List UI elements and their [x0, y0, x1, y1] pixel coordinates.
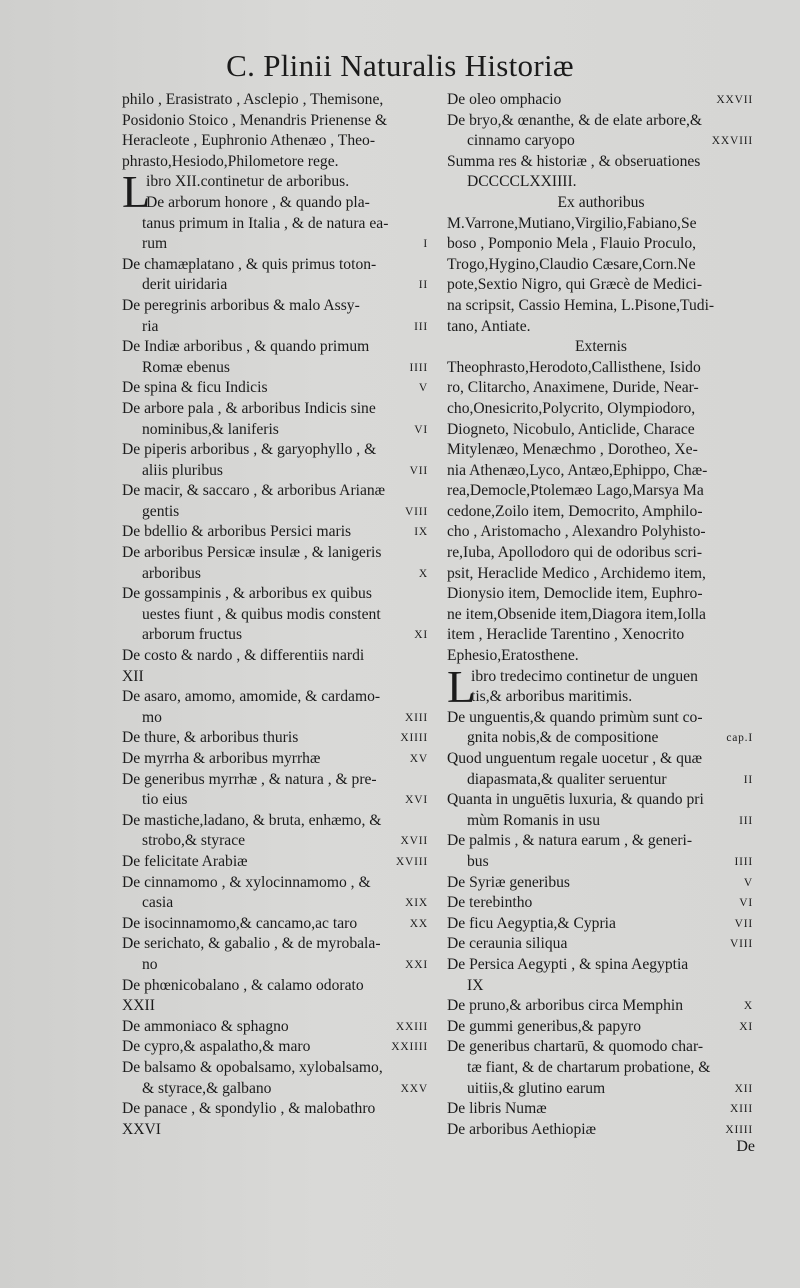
chapter-number: XXIII [395, 1020, 428, 1033]
chapter-list [122, 214, 430, 1141]
toc-line [122, 687, 430, 708]
entry-text: M.Varrone,Mutiano,Virgilio,Fabiano,Se [447, 214, 697, 232]
toc-line [122, 934, 430, 955]
toc-line [122, 378, 430, 399]
entry-text: ne item,Obsenide item,Diagora item,Iolla [447, 605, 706, 623]
toc-line [447, 543, 755, 564]
toc-line [447, 522, 755, 543]
entry-text: Ephesio,Eratosthene. [447, 647, 579, 665]
entry-text: Romæ ebenus [142, 358, 230, 376]
entry-text: De thure, & arboribus thuris [122, 729, 299, 747]
entry-text: bus [467, 852, 489, 870]
toc-line [447, 172, 755, 193]
toc-line [447, 131, 755, 152]
toc-line [447, 1037, 755, 1058]
chapter-number: XX [409, 917, 428, 930]
chapter-number: X [743, 1000, 753, 1013]
entry-text: De Syriæ generibus [447, 873, 570, 891]
chapter-list [447, 708, 755, 1140]
entry-text: tæ fiant, & de chartarum probatione, & [467, 1058, 711, 1076]
entry-text: cho,Onesicrito,Polycrito, Olympiodoro, [447, 399, 696, 417]
entry-text: uestes fiunt , & quibus modis constent [142, 605, 381, 623]
entry-text: boso , Pomponio Mela , Flauio Proculo, [447, 235, 697, 253]
entry-text: De ceraunia siliqua [447, 935, 568, 953]
toc-line [122, 996, 430, 1017]
entry-text: rea,Democle,Ptolemæo Lago,Marsya Ma [447, 482, 704, 500]
chapter-number: XIII [405, 711, 428, 724]
entry-text: DCCCCLXXIIII. [467, 173, 577, 191]
toc-line [122, 1079, 430, 1100]
catchword: De [736, 1138, 755, 1155]
toc-line [122, 214, 430, 235]
toc-line [447, 358, 755, 379]
entry-text: De felicitate Arabiæ [122, 852, 248, 870]
toc-line [447, 440, 755, 461]
entry-text: De myrrha & arboribus myrrhæ [122, 750, 321, 767]
left-column [122, 90, 430, 1140]
entry-text: De peregrinis arboribus & malo Assy- [122, 296, 360, 314]
toc-line [122, 275, 430, 296]
toc-line [122, 605, 430, 626]
toc-line [122, 873, 430, 894]
entry-text: De phœnicobalano , & calamo odorato [122, 976, 364, 994]
toc-line [447, 976, 755, 997]
chapter-number: XI [739, 1020, 753, 1033]
toc-line [122, 1017, 430, 1038]
toc-line [447, 770, 755, 791]
entry-text: Trogo,Hygino,Claudio Cæsare,Corn.Ne [447, 255, 696, 273]
entry-text: De gummi generibus,& papyro [447, 1017, 642, 1035]
toc-line [447, 481, 755, 502]
chapter-number: XXI [405, 958, 428, 971]
toc-line [122, 502, 430, 523]
chapter-number: V [743, 876, 753, 889]
toc-line [447, 893, 755, 914]
toc-line [447, 646, 755, 667]
toc-line [122, 1058, 430, 1079]
toc-line [447, 996, 755, 1017]
toc-line [122, 399, 430, 420]
toc-line [447, 584, 755, 605]
text-line: philo , Erasistrato , Asclepio , Themisone, [122, 91, 384, 108]
entry-text: tanus primum in Italia , & de natura ea- [142, 214, 389, 232]
entry-text: De arboribus Aethiopiæ [447, 1120, 596, 1138]
chapter-number: VIII [405, 505, 428, 518]
toc-line [447, 317, 755, 338]
entry-text: De libris Numæ [447, 1100, 547, 1118]
chapter-number: VII [734, 917, 753, 930]
toc-line [122, 749, 430, 770]
toc-line [122, 358, 430, 379]
toc-line [447, 111, 755, 132]
entry-text: no [142, 955, 158, 973]
chapter-number: XIIII [725, 1123, 753, 1136]
chapter-number: XVI [405, 794, 428, 807]
toc-line [447, 275, 755, 296]
toc-line [122, 1037, 430, 1058]
toc-line [122, 667, 430, 688]
entry-text: re,Iuba, Apollodoro qui de odoribus scri- [447, 544, 703, 562]
entry-text: ro, Clitarcho, Anaximene, Duride, Near- [447, 379, 699, 397]
toc-line [447, 90, 755, 111]
chapter-number: XXV [400, 1082, 428, 1095]
entry-text: IX [467, 976, 484, 994]
toc-line [122, 852, 430, 873]
toc-line [122, 543, 430, 564]
entry-text: De asaro, amomo, amomide, & cardamo- [122, 688, 381, 706]
entry-text: cho , Aristomacho , Alexandro Polyhisto- [447, 523, 706, 541]
entry-text: De serichato, & gabalio , & de myrobala- [122, 935, 381, 953]
entry-text: De bryo,& œnanthe, & de elate arbore,& [447, 111, 703, 129]
chapter-number: XXVIII [711, 135, 753, 148]
book-twelve-intro [122, 166, 430, 218]
toc-line [447, 728, 755, 749]
entry-text: De Indiæ arboribus , & quando primum [122, 338, 370, 356]
chapter-number: X [418, 567, 428, 580]
opening-lines [122, 90, 430, 172]
chapter-number: XXVII [716, 94, 753, 106]
toc-line [122, 584, 430, 605]
chapter-number: XXIIII [391, 1041, 428, 1054]
entry-text: Summa res & historiæ , & obseruationes [447, 152, 701, 170]
entry-text: ria [142, 317, 159, 335]
chapter-number: IIII [734, 855, 753, 868]
toc-line [122, 255, 430, 276]
toc-line [447, 811, 755, 832]
chapter-number: IX [414, 526, 428, 539]
chapter-number: XIIII [400, 732, 428, 745]
chapter-number: III [739, 814, 753, 827]
entry-text: Externis [575, 338, 627, 356]
entry-text: De cinnamomo , & xylocinnamomo , & [122, 873, 371, 891]
chapter-number: VII [409, 464, 428, 477]
toc-line [447, 934, 755, 955]
entry-text: XII [122, 667, 144, 685]
toc-line [447, 625, 755, 646]
toc-line [122, 1120, 430, 1141]
toc-line [122, 831, 430, 852]
chapter-number: XV [409, 753, 428, 765]
book-thirteen-intro [447, 660, 755, 712]
text-line: Posidonio Stoico , Menandris Prienense & [122, 111, 388, 129]
entry-text: XXVI [122, 1120, 161, 1138]
entry-text: Quanta in unguētis luxuria, & quando pri [447, 791, 704, 809]
chapter-number: VI [414, 423, 428, 436]
text-line: Heracleote , Euphronio Athenæo , Theo- [122, 132, 376, 150]
toc-line [122, 708, 430, 729]
entry-text: De terebintho [447, 894, 533, 912]
entry-text: Ex authoribus [557, 193, 645, 211]
entry-text: De gossampinis , & arboribus ex quibus [122, 585, 372, 603]
toc-line [447, 234, 755, 255]
toc-line [122, 564, 430, 585]
entry-text: arborum fructus [142, 626, 243, 644]
entry-text: De ficu Aegyptia,& Cypria [447, 914, 616, 932]
entry-text: & styrace,& galbano [142, 1079, 272, 1097]
chapter-number: III [414, 320, 428, 333]
entry-text: arboribus [142, 564, 201, 582]
toc-line [122, 461, 430, 482]
chapter-number: I [423, 238, 428, 251]
text-line: phrasto,Hesiodo,Philometore rege. [122, 152, 339, 170]
toc-line [447, 708, 755, 729]
toc-line [447, 461, 755, 482]
entry-text: nominibus,& laniferis [142, 420, 279, 438]
intro-line: ibro tredecimo continetur de unguen [471, 667, 698, 685]
entry-text: XXII [122, 997, 155, 1015]
entry-text: De mastiche,ladano, & bruta, enhæmo, & [122, 811, 382, 829]
entry-text: De oleo omphacio [447, 91, 562, 108]
entry-text: De Persica Aegypti , & spina Aegyptia [447, 955, 689, 973]
entry-text: De generibus myrrhæ , & natura , & pre- [122, 770, 377, 788]
intro-line: tis,& arboribus maritimis. [471, 688, 633, 706]
entry-text: tio eius [142, 791, 188, 809]
entry-text: pote,Sextio Nigro, qui Græcè de Medici- [447, 276, 703, 294]
entry-text: De piperis arboribus , & garyophyllo , & [122, 441, 377, 459]
entry-text: De costo & nardo , & differentiis nardi [122, 647, 365, 665]
entry-text: De bdellio & arboribus Persici maris [122, 523, 352, 541]
entry-text: rum [142, 235, 168, 253]
entry-text: uitiis,& glutino earum [467, 1079, 606, 1097]
toc-line [122, 234, 430, 255]
chapter-number: cap.I [726, 732, 753, 745]
entry-text: Mitylenæo, Menæchmo , Dorotheo, Xe- [447, 441, 698, 459]
entry-text: De cypro,& aspalatho,& maro [122, 1038, 311, 1056]
entry-text: De palmis , & natura earum , & generi- [447, 832, 693, 850]
toc-line [122, 646, 430, 667]
entry-text: casia [142, 894, 174, 912]
toc-line [447, 502, 755, 523]
toc-line [122, 955, 430, 976]
chapter-number: XVIII [395, 855, 428, 868]
entry-text: De isocinnamomo,& cancamo,ac taro [122, 914, 358, 932]
entry-text: mo [142, 708, 162, 726]
intro-line: ibro XII.continetur de arboribus. [146, 173, 350, 191]
entry-text: De generibus chartarū, & quomodo char- [447, 1038, 704, 1056]
toc-line [447, 378, 755, 399]
entry-text: nia Athenæo,Lyco, Antæo,Ephippo, Chæ- [447, 461, 708, 479]
page-header: C. Plinii Naturalis Historiæ [226, 48, 574, 83]
chapter-number: II [418, 279, 428, 292]
authors-list [447, 90, 755, 667]
entry-text: Dionysio item, Democlide item, Euphro- [447, 585, 703, 603]
entry-text: De unguentis,& quando primùm sunt co- [447, 708, 703, 726]
chapter-number: VI [739, 897, 753, 910]
toc-line [447, 831, 755, 852]
chapter-number: II [743, 773, 753, 786]
toc-line [122, 728, 430, 749]
drop-cap: L [122, 166, 151, 218]
chapter-number: IIII [409, 361, 428, 374]
drop-cap: L [447, 660, 476, 712]
section-heading [447, 337, 755, 358]
chapter-number: XI [414, 629, 428, 642]
toc-line [122, 337, 430, 358]
toc-line [447, 255, 755, 276]
toc-line [447, 955, 755, 976]
entry-text: De arboribus Persicæ insulæ , & lanigeris [122, 544, 382, 562]
toc-line [447, 1120, 755, 1141]
toc-line [447, 399, 755, 420]
toc-line [447, 852, 755, 873]
toc-line [122, 976, 430, 997]
toc-line [122, 811, 430, 832]
entry-text: De macir, & saccaro , & arboribus Arianæ [122, 482, 386, 500]
entry-text: De chamæplatano , & quis primus toton- [122, 255, 377, 273]
toc-line [447, 790, 755, 811]
toc-line [122, 481, 430, 502]
toc-line [447, 749, 755, 770]
entry-text: Theophrasto,Herodoto,Callisthene, Isido [447, 358, 701, 376]
toc-line [447, 1058, 755, 1079]
entry-text: aliis pluribus [142, 461, 223, 479]
chapter-number: XVII [400, 835, 428, 848]
entry-text: Diogneto, Nicobulo, Anticlide, Charace [447, 420, 695, 438]
toc-line [447, 1017, 755, 1038]
entry-text: na scripsit, Cassio Hemina, L.Pisone,Tudi- [447, 296, 715, 314]
entry-text: item , Heraclide Tarentino , Xenocrito [447, 626, 685, 644]
entry-text: psit, Heraclide Medico , Archidemo item, [447, 564, 706, 582]
entry-text: De arbore pala , & arboribus Indicis sine [122, 399, 376, 417]
toc-line [447, 152, 755, 173]
chapter-number: XIII [730, 1103, 753, 1116]
toc-line [122, 522, 430, 543]
toc-line [447, 914, 755, 935]
toc-line [122, 914, 430, 935]
toc-line [122, 296, 430, 317]
chapter-number: VIII [730, 938, 753, 951]
chapter-number: XIX [405, 897, 428, 910]
toc-line [447, 420, 755, 441]
chapter-number: XII [734, 1082, 753, 1095]
chapter-number: V [418, 382, 428, 395]
entry-text: De panace , & spondylio , & malobathro [122, 1100, 376, 1118]
entry-text: diapasmata,& qualiter seruentur [467, 770, 667, 788]
toc-line [122, 790, 430, 811]
entry-text: De balsamo & opobalsamo, xylobalsamo, [122, 1058, 383, 1076]
toc-line [447, 873, 755, 894]
section-heading [447, 193, 755, 214]
toc-line [447, 296, 755, 317]
entry-text: De pruno,& arboribus circa Memphin [447, 997, 684, 1015]
toc-line [122, 625, 430, 646]
toc-line [122, 420, 430, 441]
right-column [447, 90, 755, 1140]
entry-text: tano, Antiate. [447, 317, 531, 335]
intro-line: De arborum honore , & quando pla- [146, 193, 370, 211]
toc-line [122, 317, 430, 338]
toc-line [122, 1099, 430, 1120]
toc-line [122, 770, 430, 791]
entry-text: mùm Romanis in usu [467, 811, 600, 829]
toc-line [447, 1099, 755, 1120]
toc-line [447, 605, 755, 626]
toc-line [447, 1079, 755, 1100]
entry-text: strobo,& styrace [142, 832, 246, 850]
toc-line [447, 564, 755, 585]
entry-text: gnita nobis,& de compositione [467, 729, 659, 747]
entry-text: cedone,Zoilo item, Democrito, Amphilo- [447, 502, 703, 520]
entry-text: gentis [142, 502, 180, 520]
toc-line [447, 214, 755, 235]
entry-text: cinnamo caryopo [467, 132, 575, 150]
entry-text: derit uiridaria [142, 276, 228, 294]
entry-text: De ammoniaco & sphagno [122, 1017, 289, 1035]
entry-text: Quod unguentum regale uocetur , & quæ [447, 750, 703, 767]
toc-line [122, 893, 430, 914]
toc-line [122, 440, 430, 461]
entry-text: De spina & ficu Indicis [122, 379, 268, 397]
